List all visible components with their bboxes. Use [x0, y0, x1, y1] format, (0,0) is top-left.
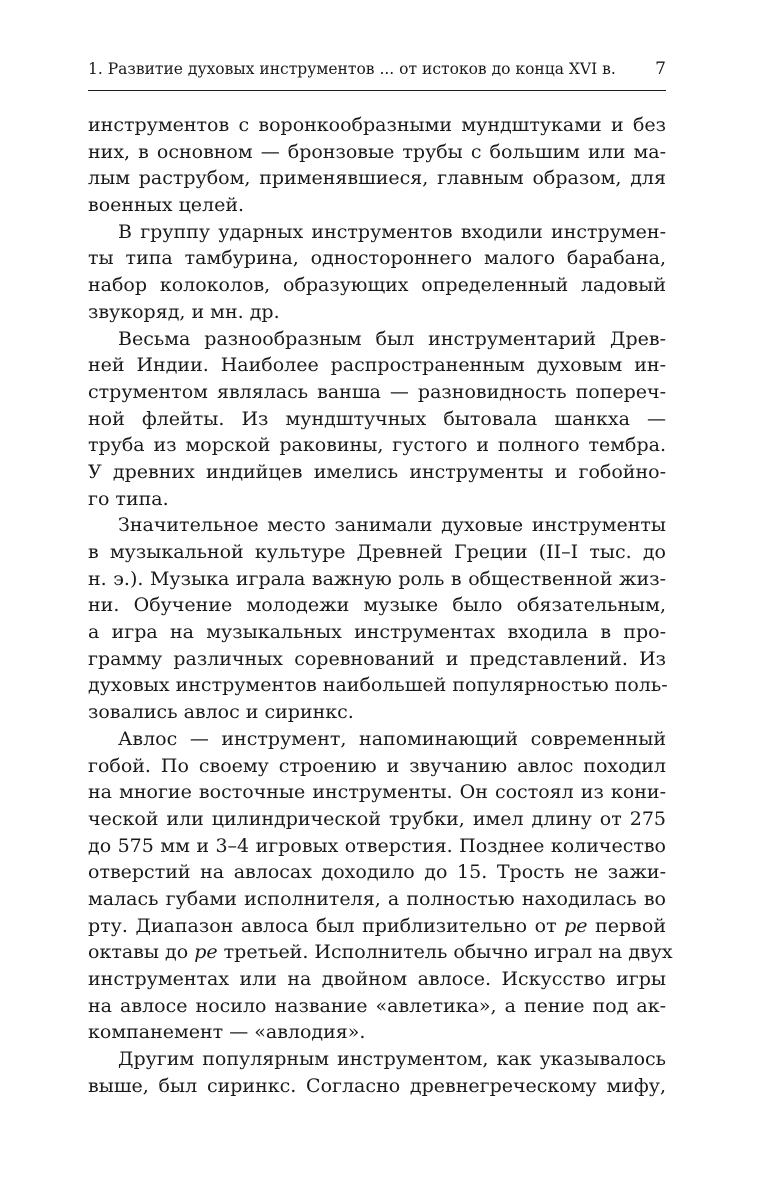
text-line: компанемент — «авлодия».	[88, 1021, 366, 1044]
running-title: 1. Развитие духовых инструментов ... от истоков до конца XVI в.	[88, 60, 616, 78]
text-line: Другим популярным инструментом, как указывалось	[118, 1048, 666, 1071]
page-number: 7	[655, 59, 666, 79]
text-line: труба из морской раковины, густого и полного тембра.	[88, 434, 666, 457]
text-line: звукоряд, и мн. др.	[88, 300, 280, 323]
text-line: Значительное место занимали духовые инструменты	[118, 514, 666, 537]
text-line: а игра на музыкальных инструментах входила в про-	[88, 621, 666, 644]
text-line: зовались авлос и сиринкс.	[88, 701, 354, 724]
line-text-pre: рту. Диапазон авлоса был приблизительно от	[88, 914, 565, 937]
text-line: Авлос — инструмент, напоминающий современный	[118, 727, 666, 750]
text-line: ческой или цилиндрической трубки, имел длину от 275	[88, 807, 666, 830]
running-header	[88, 54, 666, 84]
line-text-post: первой	[587, 914, 666, 937]
text-line: в музыкальной культуре Древней Греции (II–I тыс. до	[88, 541, 666, 563]
text-line: У древних индийцев имелись инструменты и гобойно-	[88, 460, 666, 483]
text-line: ней Индии. Наиболее распространенным духовым ин-	[88, 354, 666, 377]
text-line: инструментов с воронкообразными мундштуками и без	[88, 114, 666, 136]
text-line: струментом являлась ванша — разновидность попереч-	[88, 380, 666, 403]
text-line-with-italic	[88, 913, 666, 940]
text-line: духовых инструментов наибольшей популярностью поль-	[88, 674, 668, 697]
text-line: на многие восточные инструменты. Он состоял из кони-	[88, 781, 666, 804]
text-line: ни. Обучение молодежи музыке было обязательным,	[88, 594, 666, 617]
line-text-post: третьей. Исполнитель обычно играл на двух	[217, 941, 673, 964]
header-rule	[88, 90, 666, 91]
text-line: отверстий на авлосах доходило до 15. Трость не зажи-	[88, 861, 666, 884]
text-line: набор колоколов, образующих определенный ладовый	[88, 274, 666, 297]
text-line: ты типа тамбурина, одностороннего малого барабана,	[88, 247, 666, 270]
text-line: малась губами исполнителя, а полностью находилась во	[88, 887, 666, 910]
body-text	[88, 112, 673, 1099]
text-line-with-italic	[88, 939, 673, 966]
text-line: н. э.). Музыка играла важную роль в общественной жиз-	[88, 567, 666, 590]
text-line: ной флейты. Из мундштучных бытовала шанкха —	[88, 407, 666, 430]
text-line: инструментах или на двойном авлосе. Искусство игры	[88, 968, 666, 990]
text-line: го типа.	[88, 487, 169, 510]
text-line: грамму различных соревнований и представлений. Из	[88, 647, 666, 670]
text-line: гобой. По своему строению и звучанию авлос походил	[88, 754, 666, 777]
italic-note: ре	[194, 941, 218, 964]
text-line: военных целей.	[88, 194, 245, 217]
text-line: Весьма разнообразным был инструментарий Древ-	[118, 327, 666, 350]
text-line: на авлосе носило название «авлетика», а пение под ак-	[88, 994, 666, 1017]
text-line: выше, был сиринкс. Согласно древнегреческому мифу,	[88, 1074, 666, 1097]
text-line: лым раструбом, применявшиеся, главным образом, для	[88, 167, 666, 190]
text-line: до 575 мм и 3–4 игровых отверстия. Позднее количество	[88, 834, 666, 857]
text-line: В группу ударных инструментов входили инструмен-	[118, 220, 666, 243]
italic-note: ре	[564, 914, 588, 937]
line-text-pre: октавы до	[88, 941, 195, 964]
text-line: них, в основном — бронзовые трубы с большим или ма-	[88, 140, 666, 163]
